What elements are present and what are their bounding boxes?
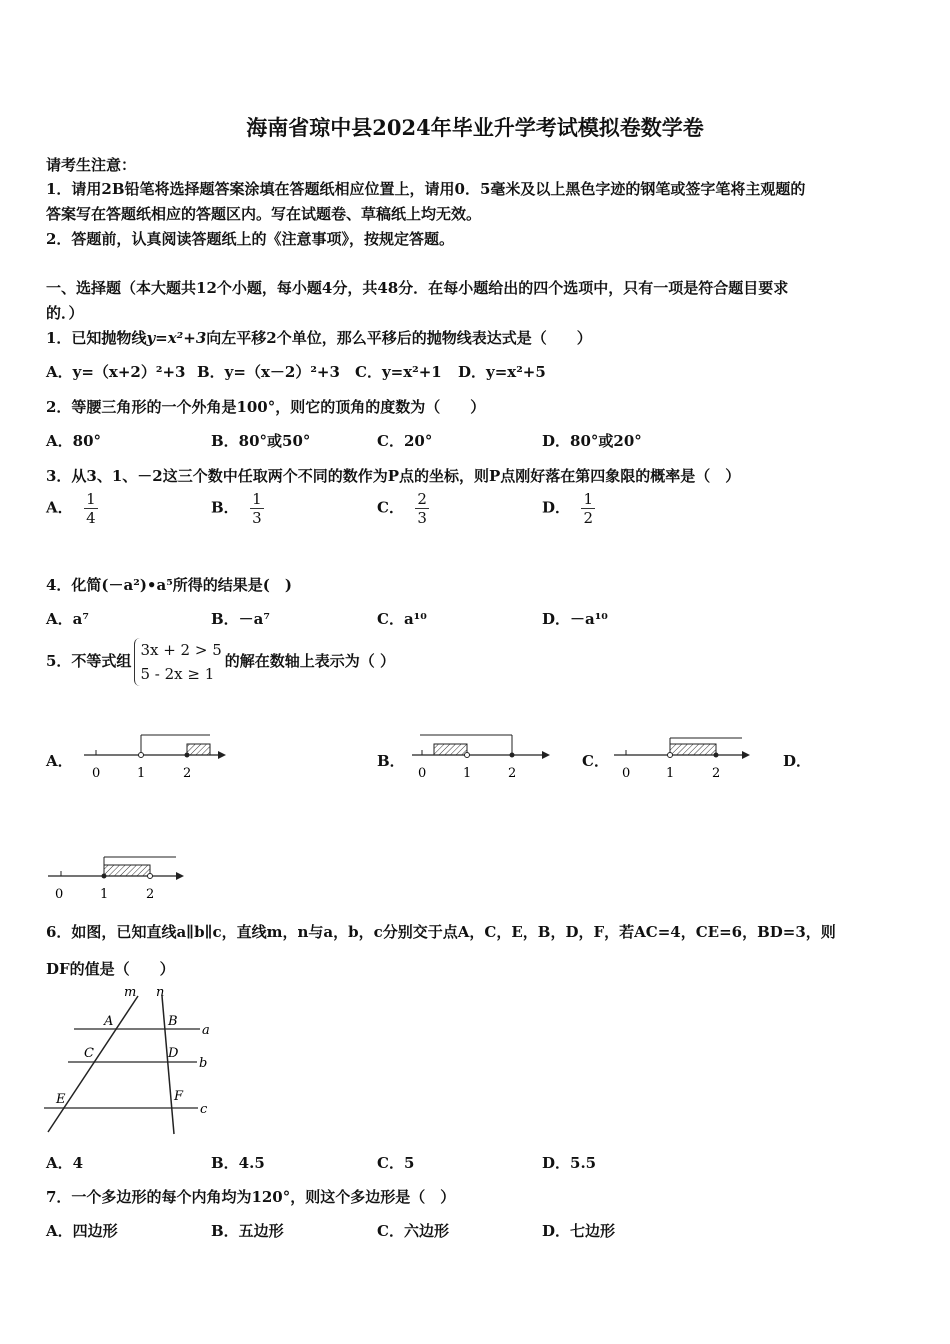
question-1-stem-a: 1．已知抛物线: [46, 329, 147, 347]
notice-line-1a: 1．请用2B铅笔将选择题答案涂填在答题纸相应位置上，请用0．5毫米及以上黑色字迹的钢笔或签字笔将主观题的: [46, 180, 806, 198]
paper-title: 海南省琼中县2024年毕业升学考试模拟卷数学卷: [246, 115, 704, 140]
number-line-d[interactable]: [48, 857, 184, 902]
notice-line-1b: 答案写在答题纸相应的答题区内。写在试题卷、草稿纸上均无效。: [46, 205, 482, 223]
question-6-option-c[interactable]: C．5: [377, 1154, 415, 1172]
question-2-stem: 2．等腰三角形的一个外角是100°，则它的顶角的度数为（ ）: [46, 398, 486, 416]
notice-line-2: 2．答题前，认真阅读答题纸上的《注意事项》，按规定答题。: [46, 230, 454, 248]
point-label-A: A: [104, 1014, 114, 1029]
question-7-option-c[interactable]: C．六边形: [377, 1222, 449, 1240]
question-7-stem: 7．一个多边形的每个内角均为120°，则这个多边形是（ ）: [46, 1188, 456, 1206]
line-label-b: b: [199, 1056, 208, 1071]
question-7-option-d[interactable]: D．七边形: [542, 1222, 616, 1240]
question-2-option-d[interactable]: D．80°或20°: [542, 432, 642, 450]
axis-tick-0: 0: [92, 766, 101, 781]
question-6-option-a[interactable]: A．4: [46, 1154, 84, 1172]
line-label-a: a: [202, 1023, 210, 1038]
question-3-option-a-label: A．: [46, 498, 73, 517]
fraction-one-third: $\frac{1}{3}$: [250, 490, 264, 527]
number-line-b[interactable]: [412, 735, 550, 781]
question-3-option-d-label: D．: [542, 498, 571, 517]
axis-tick-1: 1: [666, 766, 675, 781]
question-5-option-a[interactable]: A．: [46, 752, 73, 770]
question-3-stem: 3．从3、1、－2这三个数中任取两个不同的数作为P点的坐标，则P点刚好落在第四象限的概率是（ ）: [46, 467, 741, 485]
axis-tick-0: 0: [55, 887, 64, 902]
question-7-option-a[interactable]: A．四边形: [46, 1222, 118, 1240]
point-label-F: F: [174, 1089, 184, 1104]
question-1-option-d[interactable]: D．y=x²+5: [458, 363, 546, 381]
point-label-E: E: [56, 1092, 66, 1107]
fraction-two-thirds: $\frac{2}{3}$: [415, 490, 429, 527]
question-6-stem-line-1: 6．如图，已知直线a∥b∥c，直线m，n与a，b，c分别交于点A，C，E，B，D，F，若AC=4，CE=6，BD=3，则: [46, 923, 836, 941]
question-4-option-c[interactable]: C．a¹⁰: [377, 610, 427, 628]
inequality-1: 3x + 2 > 5: [140, 641, 222, 659]
question-1-expression: y=x²+3: [146, 329, 207, 347]
fraction-one-half: $\frac{1}{2}$: [581, 490, 595, 527]
number-line-a[interactable]: [84, 735, 226, 781]
point-label-C: C: [84, 1046, 94, 1061]
axis-tick-2: 2: [183, 766, 192, 781]
question-1-option-c[interactable]: C．y=x²+1: [355, 363, 442, 381]
notice-heading: 请考生注意：: [46, 156, 137, 174]
question-3-option-c-label: C．: [377, 498, 404, 517]
axis-tick-0: 0: [622, 766, 631, 781]
question-5-option-d[interactable]: D．: [783, 752, 812, 770]
line-label-m: m: [124, 985, 137, 1000]
question-4-option-a[interactable]: A．a⁷: [46, 610, 89, 628]
question-1-option-b[interactable]: B．y=（x－2）²+3: [197, 363, 340, 381]
question-6-option-b[interactable]: B．4.5: [211, 1154, 265, 1172]
axis-tick-1: 1: [463, 766, 472, 781]
axis-tick-2: 2: [146, 887, 155, 902]
question-5-stem-b: 的解在数轴上表示为（ ）: [224, 652, 395, 670]
line-label-n: n: [156, 985, 165, 1000]
question-2-option-b[interactable]: B．80°或50°: [211, 432, 311, 450]
question-1-stem-b: 向左平移2个单位，那么平移后的抛物线表达式是（ ）: [206, 329, 592, 347]
question-6-option-d[interactable]: D．5.5: [542, 1154, 597, 1172]
question-7-option-b[interactable]: B．五边形: [211, 1222, 284, 1240]
number-line-c[interactable]: [614, 738, 750, 781]
inequality-2: 5 - 2x ≥ 1: [140, 665, 215, 683]
question-1-option-a[interactable]: A．y=（x+2）²+3: [46, 363, 186, 381]
section-heading-line-2: 的．）: [46, 304, 84, 322]
question-6-stem-line-2: DF的值是（ ）: [46, 960, 175, 978]
axis-tick-1: 1: [100, 887, 109, 902]
question-5-option-c[interactable]: C．: [582, 752, 609, 770]
question-4-option-b[interactable]: B．－a⁷: [211, 610, 270, 628]
axis-tick-0: 0: [418, 766, 427, 781]
question-5-option-b[interactable]: B．: [377, 752, 405, 770]
axis-tick-2: 2: [508, 766, 517, 781]
section-heading-line-1: 一、选择题（本大题共12个小题，每小题4分，共48分．在每小题给出的四个选项中，只有一项是符合题目要求: [46, 279, 789, 297]
line-label-c: c: [200, 1102, 208, 1117]
point-label-D: D: [168, 1046, 179, 1061]
question-4-stem: 4．化简(－a²)•a⁵所得的结果是( ): [46, 576, 292, 594]
axis-tick-2: 2: [712, 766, 721, 781]
question-3-option-b-label: B．: [211, 498, 239, 517]
question-2-option-c[interactable]: C．20°: [377, 432, 433, 450]
question-4-option-d[interactable]: D．－a¹⁰: [542, 610, 608, 628]
parallel-lines-figure: [44, 985, 210, 1134]
axis-tick-1: 1: [137, 766, 146, 781]
fraction-one-quarter: $\frac{1}{4}$: [84, 490, 98, 527]
question-2-option-a[interactable]: A．80°: [46, 432, 102, 450]
point-label-B: B: [168, 1014, 178, 1029]
question-5-stem-a: 5．不等式组: [46, 652, 132, 670]
